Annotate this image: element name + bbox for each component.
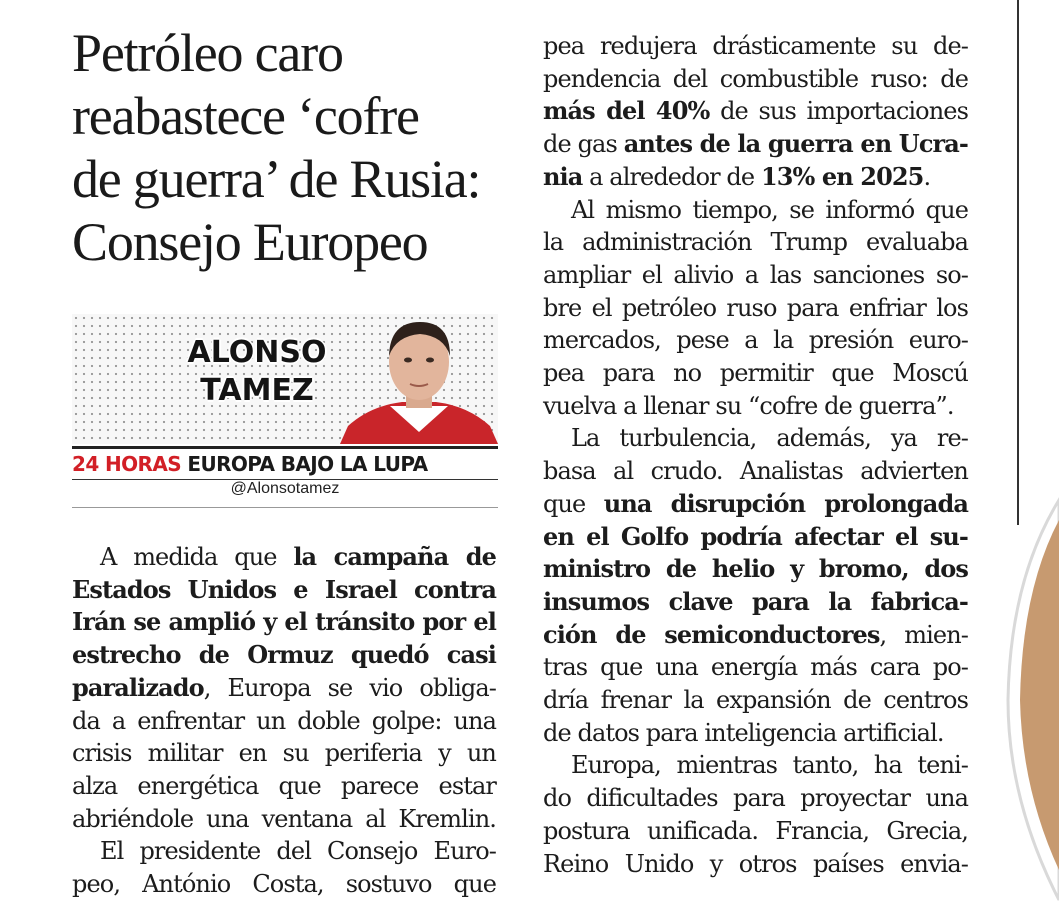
text-line — [543, 194, 968, 227]
bold-text-run: más del 40% — [543, 96, 710, 126]
text-line — [543, 717, 968, 750]
text-line — [543, 422, 968, 455]
text-run: , Europa se vio obliga- — [203, 673, 496, 702]
text-run: que — [543, 489, 604, 518]
text-line — [543, 848, 968, 881]
text-line — [543, 553, 968, 586]
bold-text-run: Estados Unidos e Israel contra — [72, 574, 496, 604]
text-run: A medida que — [100, 543, 294, 571]
text-line — [72, 606, 496, 639]
bold-text-run: 13% en 2025 — [760, 161, 924, 191]
text-line — [543, 815, 968, 848]
bold-text-run: paralizado — [72, 672, 204, 702]
column-divider — [1017, 0, 1019, 525]
text-line — [72, 705, 496, 738]
text-line — [543, 292, 968, 325]
bold-text-run: ción de semiconductores — [543, 619, 880, 649]
text-run: de datos para inteligencia artificial. — [543, 718, 944, 747]
text-line — [543, 651, 968, 684]
text-line — [72, 868, 496, 901]
column-tag-red: 24 HORAS — [72, 452, 182, 476]
text-run: pendencia del combustible ruso: de — [543, 64, 968, 93]
text-run: Europa, mientras tanto, ha teni- — [571, 751, 968, 780]
text-run: da a enfrentar un doble golpe: una — [72, 706, 496, 735]
text-line — [543, 324, 968, 357]
headline-line: Petróleo caro — [72, 23, 343, 83]
text-line — [72, 672, 496, 705]
text-run: de gas — [543, 130, 624, 159]
text-line — [543, 259, 968, 292]
text-run: Reino Unido y otros países envia- — [543, 849, 968, 878]
bold-text-run: nia — [543, 161, 583, 191]
text-line — [543, 488, 968, 521]
text-run: postura unificada. Francia, Grecia, — [543, 816, 968, 845]
text-run: alza energética que parece estar — [72, 771, 496, 800]
bold-text-run: Irán se amplió y el tránsito por el — [72, 607, 496, 637]
text-line — [543, 128, 968, 161]
text-line — [543, 226, 968, 259]
author-name — [152, 334, 362, 410]
adjacent-photo-edge — [1000, 480, 1059, 914]
text-line — [72, 803, 496, 836]
author-handle: @Alonsotamez — [230, 480, 340, 497]
text-line — [543, 95, 968, 128]
text-line — [72, 737, 496, 770]
text-line — [543, 586, 968, 619]
text-run: El presidente del Consejo Euro- — [100, 837, 496, 866]
text-run: La turbulencia, además, ya re- — [571, 424, 968, 453]
text-line — [72, 639, 496, 672]
text-run: Al mismo tiempo, se informó que — [571, 195, 968, 224]
text-line — [543, 357, 968, 390]
text-run: peo, António Costa, sostuvo que — [72, 870, 496, 899]
bold-text-run: en el Golfo podría afectar el su- — [543, 521, 968, 551]
bold-text-run: antes de la guerra en Ucra- — [623, 129, 968, 159]
text-run: do dificultades para proyectar una — [543, 784, 968, 813]
divider — [72, 507, 498, 508]
column-section-bar — [72, 446, 498, 480]
text-line — [72, 541, 496, 574]
text-run: , mien- — [879, 620, 968, 649]
bold-text-run: una disrupción prolongada — [603, 488, 968, 518]
author-name-line: ALONSO — [187, 335, 327, 370]
text-line — [543, 684, 968, 717]
text-line — [543, 782, 968, 815]
text-run: . — [923, 162, 931, 191]
text-line — [72, 835, 496, 868]
author-photo — [340, 314, 498, 444]
text-line — [543, 521, 968, 554]
text-line — [72, 574, 496, 607]
author-box — [72, 314, 498, 444]
text-line — [543, 455, 968, 488]
text-line — [543, 749, 968, 782]
body-column-1 — [72, 541, 496, 901]
text-run: abriéndole una ventana al Kremlin. — [72, 804, 496, 833]
text-run: crisis militar en su periferia y un — [72, 739, 496, 768]
text-line — [72, 770, 496, 803]
headline-line: Consejo Europeo — [72, 212, 428, 272]
text-line — [543, 161, 968, 194]
text-run: la administración Trump evaluaba — [543, 228, 968, 257]
text-line — [543, 619, 968, 652]
text-run: mercados, pese a la presión euro- — [543, 326, 968, 355]
text-run: tras que una energía más cara po- — [543, 653, 968, 682]
bold-text-run: insumos clave para la fabrica- — [543, 586, 968, 616]
headline-line: de guerra’ de Rusia: — [72, 149, 481, 209]
text-run: vuelva a llenar su “cofre de guerra”. — [543, 391, 954, 420]
text-line — [543, 30, 968, 63]
text-run: bre el petróleo ruso para enfriar los — [543, 293, 968, 322]
body-column-2 — [543, 30, 968, 880]
headline — [72, 22, 512, 274]
text-run: pea para no permitir que Moscú — [543, 359, 968, 388]
text-run: a alrededor de — [582, 162, 761, 191]
text-line — [543, 390, 968, 423]
text-run: pea redujera drásticamente su de- — [543, 32, 968, 60]
text-run: dría frenar la expansión de centros — [543, 686, 968, 715]
bold-text-run: estrecho de Ormuz quedó casi — [72, 640, 496, 670]
bold-text-run: la campaña de — [293, 542, 496, 571]
text-line — [543, 63, 968, 96]
text-run: ampliar el alivio a las sanciones so- — [543, 260, 968, 289]
author-name-line: TAMEZ — [200, 373, 314, 408]
text-run: basa al crudo. Analistas advierten — [543, 457, 968, 486]
column-title: EUROPA BAJO LA LUPA — [187, 452, 428, 476]
text-run: de sus importaciones — [709, 97, 969, 126]
headline-line: reabastece ‘cofre — [72, 86, 419, 146]
bold-text-run: ministro de helio y bromo, dos — [543, 554, 968, 584]
